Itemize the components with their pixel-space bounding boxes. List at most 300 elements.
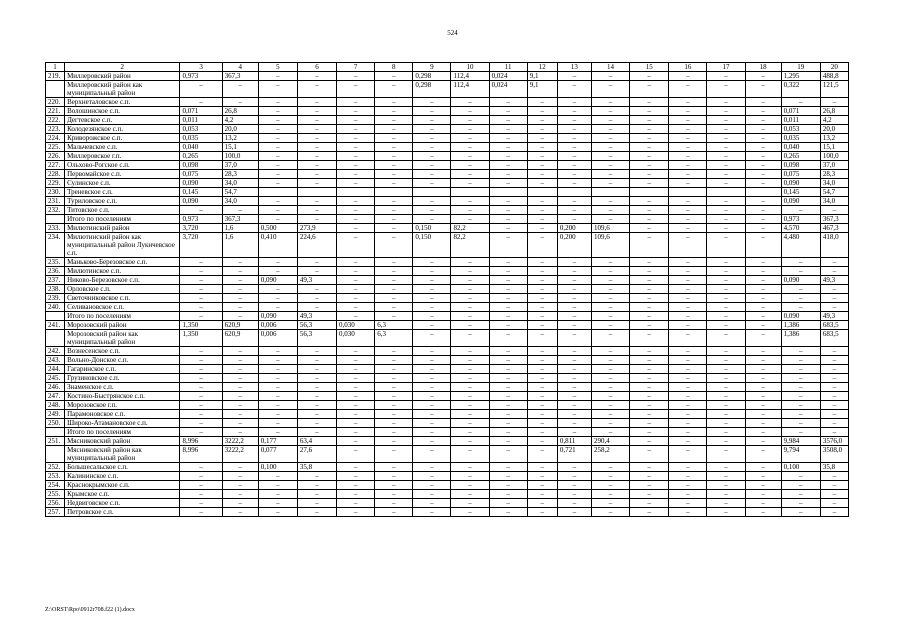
table-cell: – <box>413 437 451 446</box>
table-cell: – <box>258 267 297 276</box>
table-cell: – <box>591 267 629 276</box>
table-cell: – <box>337 347 375 356</box>
territory-name: Морозовский район <box>65 321 180 330</box>
table-cell: – <box>745 347 781 356</box>
column-header: 1 <box>46 63 65 72</box>
territory-name: Светочниковское с.п. <box>65 294 180 303</box>
territory-name: Ольховo-Рогское с.п. <box>65 161 180 170</box>
table-cell: 34,0 <box>820 179 848 188</box>
table-cell: – <box>707 312 745 321</box>
row-number: 229. <box>46 179 65 188</box>
table-cell: – <box>451 125 489 134</box>
column-header: 4 <box>222 63 258 72</box>
table-cell: – <box>707 179 745 188</box>
table-cell: – <box>180 276 222 285</box>
row-number: 234. <box>46 233 65 258</box>
table-cell: – <box>745 134 781 143</box>
table-cell: – <box>258 356 297 365</box>
table-cell: – <box>451 437 489 446</box>
table-cell: 0,973 <box>180 72 222 81</box>
table-cell: – <box>489 233 527 258</box>
table-cell: 0,322 <box>781 81 820 98</box>
table-cell: 0,150 <box>413 224 451 233</box>
row-number: 230. <box>46 188 65 197</box>
table-cell: – <box>337 215 375 224</box>
table-cell: – <box>375 81 413 98</box>
table-cell: – <box>820 258 848 267</box>
table-cell: 0,500 <box>258 224 297 233</box>
table-cell: – <box>413 206 451 215</box>
table-cell: – <box>375 258 413 267</box>
table-cell: – <box>781 365 820 374</box>
table-cell: – <box>222 81 258 98</box>
table-cell: – <box>258 383 297 392</box>
table-cell: – <box>527 285 557 294</box>
table-cell: – <box>745 233 781 258</box>
table-cell: – <box>180 206 222 215</box>
table-cell: – <box>630 215 669 224</box>
row-number <box>46 81 65 98</box>
table-cell: 3508,0 <box>820 446 848 463</box>
table-cell: – <box>557 347 591 356</box>
table-cell: – <box>669 152 707 161</box>
table-cell: – <box>222 499 258 508</box>
table-cell <box>413 188 451 197</box>
table-cell: 620,9 <box>222 330 258 347</box>
table-cell: – <box>669 267 707 276</box>
table-cell: – <box>375 197 413 206</box>
table-cell: – <box>745 481 781 490</box>
table-cell: – <box>669 258 707 267</box>
table-cell: 0,090 <box>781 312 820 321</box>
table-cell: – <box>527 276 557 285</box>
table-cell: – <box>630 72 669 81</box>
table-cell: – <box>222 490 258 499</box>
row-number <box>46 215 65 224</box>
table-cell: 1,386 <box>781 321 820 330</box>
table-cell: – <box>591 321 629 330</box>
table-cell: – <box>451 472 489 481</box>
table-cell: – <box>591 330 629 347</box>
territory-name: Первомайское с.п. <box>65 170 180 179</box>
table-cell: – <box>781 356 820 365</box>
table-cell: – <box>745 401 781 410</box>
table-row <box>46 437 849 446</box>
table-cell: – <box>337 152 375 161</box>
table-cell: – <box>591 347 629 356</box>
table-cell: – <box>337 401 375 410</box>
table-cell: – <box>707 365 745 374</box>
row-number: 219. <box>46 72 65 81</box>
table-cell: – <box>557 481 591 490</box>
table-row <box>46 508 849 517</box>
table-cell: – <box>180 374 222 383</box>
table-cell: – <box>820 481 848 490</box>
table-cell: – <box>337 206 375 215</box>
table-cell: – <box>591 134 629 143</box>
territory-name: Костино-Быстрянское с.п. <box>65 392 180 401</box>
table-row <box>46 383 849 392</box>
column-header: 12 <box>527 63 557 72</box>
table-cell: – <box>297 419 336 428</box>
table-cell: – <box>591 312 629 321</box>
table-cell: – <box>258 294 297 303</box>
table-cell: – <box>527 206 557 215</box>
table-cell: – <box>669 401 707 410</box>
table-cell: – <box>413 312 451 321</box>
table-cell: – <box>669 347 707 356</box>
table-cell: – <box>557 107 591 116</box>
table-cell: – <box>258 215 297 224</box>
table-cell: – <box>413 161 451 170</box>
table-cell: 0,035 <box>781 134 820 143</box>
table-cell: – <box>413 303 451 312</box>
table-cell: – <box>820 294 848 303</box>
column-header: 11 <box>489 63 527 72</box>
table-cell: 0,811 <box>557 437 591 446</box>
table-cell: – <box>591 161 629 170</box>
table-cell: – <box>820 472 848 481</box>
table-cell: – <box>669 276 707 285</box>
row-number: 239. <box>46 294 65 303</box>
table-cell: 1,350 <box>180 321 222 330</box>
table-cell: – <box>745 472 781 481</box>
table-cell: – <box>820 347 848 356</box>
table-cell: – <box>451 347 489 356</box>
row-number <box>46 312 65 321</box>
table-cell: – <box>557 365 591 374</box>
table-cell: 0,973 <box>180 215 222 224</box>
table-cell: 121,5 <box>820 81 848 98</box>
table-cell: – <box>745 446 781 463</box>
table-cell: – <box>591 81 629 98</box>
table-cell: – <box>669 143 707 152</box>
table-cell: – <box>337 125 375 134</box>
row-number: 254. <box>46 481 65 490</box>
table-row <box>46 321 849 330</box>
table-cell: – <box>337 143 375 152</box>
table-cell: – <box>222 401 258 410</box>
table-cell: – <box>781 508 820 517</box>
table-cell: – <box>375 410 413 419</box>
table-cell: – <box>527 107 557 116</box>
table-cell: – <box>630 374 669 383</box>
table-cell: – <box>557 294 591 303</box>
table-cell: 0,265 <box>180 152 222 161</box>
table-cell: – <box>180 508 222 517</box>
territory-name: Вознесенское с.п. <box>65 347 180 356</box>
table-cell: 0,071 <box>781 107 820 116</box>
table-row <box>46 410 849 419</box>
row-number <box>46 446 65 463</box>
table-cell: – <box>180 472 222 481</box>
table-cell: – <box>297 303 336 312</box>
table-cell: – <box>297 365 336 374</box>
row-number: 233. <box>46 224 65 233</box>
table-cell: – <box>591 419 629 428</box>
table-cell: 467,3 <box>820 224 848 233</box>
table-cell: – <box>297 107 336 116</box>
table-cell: – <box>297 383 336 392</box>
table-cell: – <box>337 472 375 481</box>
table-cell: – <box>527 330 557 347</box>
table-cell: – <box>527 410 557 419</box>
table-cell: 1,6 <box>222 224 258 233</box>
table-cell: – <box>557 81 591 98</box>
table-cell: – <box>669 392 707 401</box>
table-cell: – <box>337 499 375 508</box>
table-cell: – <box>707 152 745 161</box>
territory-name: Итого по поселениям <box>65 428 180 437</box>
table-cell: – <box>707 161 745 170</box>
table-cell: 4,480 <box>781 233 820 258</box>
table-cell: – <box>180 365 222 374</box>
table-cell: – <box>557 374 591 383</box>
row-number: 246. <box>46 383 65 392</box>
table-cell: – <box>337 98 375 107</box>
table-cell: – <box>745 303 781 312</box>
table-cell: – <box>669 98 707 107</box>
table-row <box>46 170 849 179</box>
table-cell: 0,030 <box>337 330 375 347</box>
column-header: 13 <box>557 63 591 72</box>
table-cell <box>375 188 413 197</box>
table-cell: – <box>557 116 591 125</box>
table-cell: – <box>707 321 745 330</box>
table-cell: 49,3 <box>820 276 848 285</box>
table-cell: – <box>745 72 781 81</box>
territory-name: Знаменское с.п. <box>65 383 180 392</box>
table-cell: – <box>180 312 222 321</box>
table-row <box>46 267 849 276</box>
table-cell: 0,006 <box>258 330 297 347</box>
table-cell: – <box>591 401 629 410</box>
table-cell: – <box>745 107 781 116</box>
table-cell: – <box>591 428 629 437</box>
table-cell: – <box>591 481 629 490</box>
table-cell: – <box>527 347 557 356</box>
table-cell: – <box>375 365 413 374</box>
table-cell: – <box>337 410 375 419</box>
table-cell: 0,200 <box>557 233 591 258</box>
table-cell: – <box>222 356 258 365</box>
table-cell: – <box>745 374 781 383</box>
territory-name: Криворожское с.п. <box>65 134 180 143</box>
table-cell: – <box>297 401 336 410</box>
table-row <box>46 116 849 125</box>
table-cell: 1,6 <box>222 233 258 258</box>
table-cell: – <box>707 499 745 508</box>
table-cell: – <box>527 152 557 161</box>
table-cell: – <box>669 499 707 508</box>
table-cell: – <box>489 134 527 143</box>
table-cell: – <box>781 499 820 508</box>
column-header: 3 <box>180 63 222 72</box>
table-cell: – <box>451 312 489 321</box>
table-row <box>46 446 849 463</box>
table-cell: – <box>630 179 669 188</box>
table-cell: – <box>489 125 527 134</box>
table-cell: – <box>707 374 745 383</box>
table-cell: – <box>258 143 297 152</box>
table-cell: – <box>669 463 707 472</box>
table-row <box>46 419 849 428</box>
table-cell: – <box>375 116 413 125</box>
table-cell: – <box>630 224 669 233</box>
table-cell: – <box>258 107 297 116</box>
table-cell: – <box>258 303 297 312</box>
territory-name: Грузиновское с.п. <box>65 374 180 383</box>
row-number: 231. <box>46 197 65 206</box>
table-cell: – <box>630 294 669 303</box>
table-cell: – <box>591 197 629 206</box>
table-row <box>46 107 849 116</box>
table-cell: – <box>707 267 745 276</box>
table-cell: – <box>557 463 591 472</box>
column-header: 14 <box>591 63 629 72</box>
table-cell: – <box>745 276 781 285</box>
table-cell: – <box>375 312 413 321</box>
table-cell: – <box>413 197 451 206</box>
table-cell: – <box>745 508 781 517</box>
table-cell: – <box>258 152 297 161</box>
table-cell: – <box>820 499 848 508</box>
table-cell: – <box>745 143 781 152</box>
row-number: 226. <box>46 152 65 161</box>
table-cell: – <box>669 410 707 419</box>
table-cell: – <box>413 170 451 179</box>
table-cell: – <box>527 116 557 125</box>
table-cell: – <box>630 285 669 294</box>
table-cell: 63,4 <box>297 437 336 446</box>
table-cell: – <box>337 276 375 285</box>
table-cell: 54,7 <box>222 188 258 197</box>
table-cell: – <box>297 428 336 437</box>
table-cell: – <box>489 374 527 383</box>
table-cell: – <box>527 233 557 258</box>
table-cell: – <box>591 152 629 161</box>
table-cell: – <box>745 98 781 107</box>
table-cell: – <box>222 419 258 428</box>
table-cell: 20,0 <box>820 125 848 134</box>
table-cell: – <box>781 481 820 490</box>
territory-name: Большесальское с.п. <box>65 463 180 472</box>
table-cell: – <box>707 330 745 347</box>
table-cell: 367,3 <box>222 72 258 81</box>
table-cell: – <box>451 143 489 152</box>
table-cell: – <box>297 72 336 81</box>
table-cell: 100,0 <box>222 152 258 161</box>
table-cell: – <box>337 107 375 116</box>
table-cell: – <box>591 303 629 312</box>
table-cell: – <box>413 410 451 419</box>
table-cell: – <box>591 285 629 294</box>
table-cell: – <box>451 303 489 312</box>
table-cell: – <box>413 508 451 517</box>
table-cell: – <box>781 401 820 410</box>
table-cell: – <box>745 330 781 347</box>
table-cell: 0,006 <box>258 321 297 330</box>
table-cell: – <box>222 285 258 294</box>
table-row <box>46 276 849 285</box>
table-cell: 418,0 <box>820 233 848 258</box>
table-cell: – <box>630 508 669 517</box>
table-cell: – <box>180 294 222 303</box>
table-row <box>46 258 849 267</box>
table-cell: – <box>337 197 375 206</box>
table-cell: – <box>557 410 591 419</box>
table-cell: – <box>297 410 336 419</box>
table-cell: 683,5 <box>820 330 848 347</box>
table-cell: 488,8 <box>820 72 848 81</box>
table-cell: – <box>630 365 669 374</box>
table-cell: 1,295 <box>781 72 820 81</box>
table-cell: – <box>337 374 375 383</box>
table-cell: – <box>337 258 375 267</box>
table-cell: – <box>413 356 451 365</box>
table-cell: – <box>337 392 375 401</box>
table-cell: – <box>489 437 527 446</box>
table-cell: – <box>745 392 781 401</box>
territory-name: Дегтевское с.п. <box>65 116 180 125</box>
table-cell: – <box>630 446 669 463</box>
table-cell: – <box>489 383 527 392</box>
table-cell: – <box>489 401 527 410</box>
table-cell: – <box>258 134 297 143</box>
table-cell: – <box>451 215 489 224</box>
table-cell: – <box>222 206 258 215</box>
table-cell: – <box>630 152 669 161</box>
table-cell: – <box>630 428 669 437</box>
table-row <box>46 312 849 321</box>
table-cell: – <box>375 419 413 428</box>
table-cell: – <box>297 152 336 161</box>
table-cell: – <box>489 472 527 481</box>
column-header: 8 <box>375 63 413 72</box>
table-cell: – <box>527 321 557 330</box>
table-cell: – <box>707 463 745 472</box>
table-cell: – <box>745 490 781 499</box>
table-cell: 0,071 <box>180 107 222 116</box>
table-row <box>46 374 849 383</box>
table-cell: – <box>630 303 669 312</box>
table-cell: – <box>413 125 451 134</box>
table-cell: – <box>258 285 297 294</box>
table-cell: – <box>781 410 820 419</box>
table-cell: – <box>669 508 707 517</box>
table-cell: 0,145 <box>781 188 820 197</box>
table-cell: – <box>557 392 591 401</box>
table-cell: – <box>707 233 745 258</box>
table-cell: – <box>527 125 557 134</box>
table-cell: 100,0 <box>820 152 848 161</box>
table-cell: – <box>258 481 297 490</box>
table-cell: – <box>451 401 489 410</box>
table-cell: – <box>630 143 669 152</box>
table-cell: – <box>669 383 707 392</box>
row-number: 248. <box>46 401 65 410</box>
table-cell: – <box>451 508 489 517</box>
table-row <box>46 134 849 143</box>
table-cell: – <box>591 508 629 517</box>
table-cell: – <box>222 294 258 303</box>
table-cell: – <box>669 81 707 98</box>
table-cell: – <box>451 374 489 383</box>
table-cell: – <box>489 179 527 188</box>
table-cell: 0,150 <box>413 233 451 258</box>
table-cell: – <box>557 428 591 437</box>
table-cell: – <box>591 365 629 374</box>
